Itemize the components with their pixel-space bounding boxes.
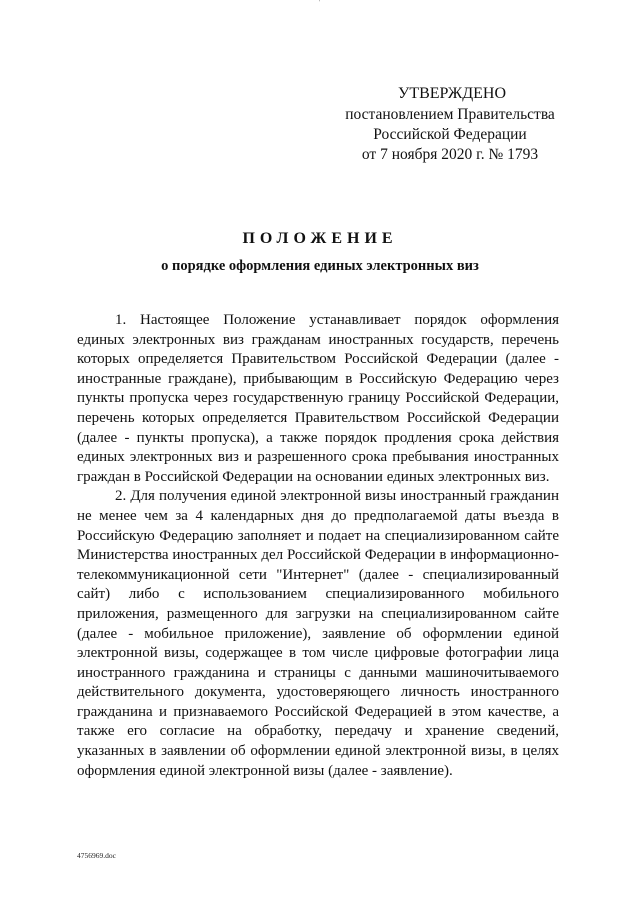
page-top-mark: '	[319, 0, 321, 6]
approval-line-1: постановлением Правительства	[345, 106, 555, 123]
approval-title: УТВЕРЖДЕНО	[397, 85, 506, 102]
approval-block	[330, 84, 570, 165]
footer-file-name: 4756969.doc	[77, 851, 116, 860]
document-body	[77, 311, 559, 781]
paragraph-2: 2. Для получения единой электронной визы иностранный гражданин не менее чем за 4 календарных дня до предполагаемой даты въезда в Российскую Федерацию заполняет и подает на специализированном сайте Министерства иностранных дел Российской Федерации в информационно-телекоммуникационной сети "Интернет" (далее - специализированный сайт) либо с использованием специализированного мобильного приложения, размещенного для загрузки на специализированном сайте (далее - мобильное приложение), заявление об оформлении единой электронной визы, содержащее в том числе цифровые фотографии лица иностранного гражданина и страницы с данными машиночитываемого действительного документа, удостоверяющего личность иностранного гражданина и признаваемого Российской Федерацией в этом качестве, а также его согласие на обработку, передачу и хранение сведений, указанных в заявлении об оформлении единой электронной визы, в целях оформления единой электронной визы (далее - заявление).	[77, 488, 559, 779]
approval-line-3: от 7 ноября 2020 г. № 1793	[361, 146, 539, 163]
paragraph-1: 1. Настоящее Положение устанавливает порядок оформления единых электронных виз гражданам иностранных государств, перечень которых определяется Правительством Российской Федерации (далее - иностранные граждане), прибывающим в Российскую Федерацию через пункты пропуска через государственную границу Российской Федерации, перечень которых определяется Правительством Российской Федерации (далее - пункты пропуска), а также порядок продления срока действия единых электронных виз и разрешенного срока пребывания иностранных граждан в Российской Федерации на основании единых электронных виз.	[77, 312, 559, 485]
approval-line-2: Российской Федерации	[373, 126, 527, 143]
document-subtitle: о порядке оформления единых электронных виз	[161, 258, 479, 274]
document-title: ПОЛОЖЕНИЕ	[242, 230, 398, 247]
